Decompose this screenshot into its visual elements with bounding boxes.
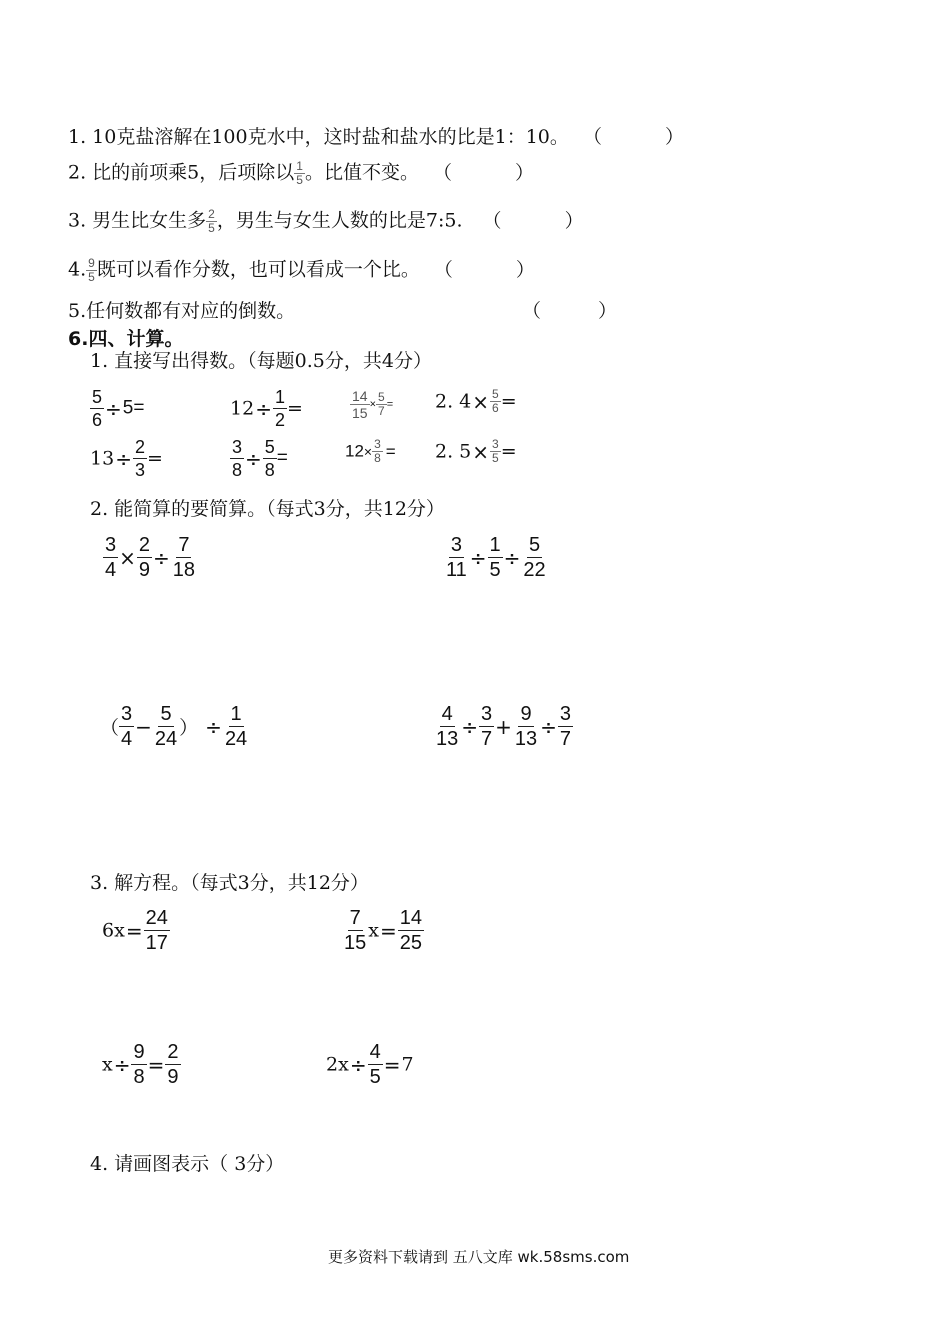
math-symbol: 2x	[326, 1053, 349, 1076]
numerator: 9	[520, 703, 532, 725]
fraction	[294, 160, 305, 187]
fraction	[490, 388, 501, 415]
math-symbol: ÷	[469, 545, 487, 570]
judge-q5	[68, 299, 295, 323]
fraction	[171, 533, 197, 582]
judge-q3-pre: 3. 男生比女生多	[68, 209, 207, 232]
numerator: 3	[492, 437, 499, 451]
fraction	[103, 533, 118, 582]
denominator: 22	[523, 559, 546, 581]
math-symbol: ÷	[113, 1052, 131, 1077]
math-symbol: ×	[119, 545, 136, 570]
math-symbol: ÷	[503, 545, 521, 570]
fraction	[342, 906, 368, 955]
fraction	[444, 533, 469, 582]
denominator: 8	[264, 460, 275, 480]
judge-q2-post: 。比值不变。	[304, 161, 419, 184]
denominator: 18	[172, 559, 196, 581]
math-symbol: =	[500, 390, 517, 413]
math-symbol: +	[495, 714, 512, 739]
denominator: 8	[232, 460, 243, 480]
math-symbol: ×	[472, 389, 490, 414]
answer-blank[interactable]: （ ）	[482, 209, 584, 232]
footer-link[interactable]: 更多资料下载请到 五八文库 wk.58sms.com	[328, 1248, 630, 1266]
numerator: 4	[441, 703, 453, 725]
math-symbol: ÷	[349, 1052, 367, 1077]
fraction	[131, 1040, 146, 1089]
judge-q5-text: 5.任何数都有对应的倒数。	[68, 300, 296, 322]
math-symbol: =	[147, 1052, 165, 1077]
numerator: 3	[232, 437, 243, 457]
oral-item-5	[90, 436, 163, 481]
denominator: 2	[274, 410, 285, 430]
fraction	[490, 438, 501, 465]
numerator: 3	[450, 534, 462, 556]
fraction	[153, 702, 179, 751]
denominator: 9	[138, 559, 151, 581]
math-symbol: ÷	[540, 714, 557, 739]
math-symbol: ÷	[105, 396, 122, 421]
judge-q2-pre: 2. 比的前项乘5，后项除以	[68, 161, 295, 184]
denominator: 5	[208, 221, 215, 235]
fraction	[223, 702, 249, 751]
numerator: 3	[481, 703, 493, 725]
denominator: 7	[378, 404, 385, 418]
math-symbol: 2. 5	[435, 440, 472, 463]
judge-q4-post: 既可以看作分数，也可以看成一个比。	[96, 258, 420, 281]
math-symbol: =	[146, 447, 163, 470]
numerator: 9	[133, 1041, 145, 1063]
fraction	[558, 702, 573, 751]
math-text: ×	[369, 398, 377, 411]
denominator: 5	[296, 173, 303, 187]
denominator: 5	[489, 559, 501, 581]
numerator: 5	[264, 437, 275, 457]
math-symbol: =	[286, 397, 303, 420]
denominator: 5	[369, 1066, 381, 1088]
math-symbol: 5	[122, 397, 134, 419]
math-text: 12	[345, 441, 364, 461]
math-symbol: ÷	[255, 396, 272, 421]
part1-title: 1. 直接写出得数。（每题0.5分，共4分）	[90, 350, 432, 372]
oral-item-6	[230, 436, 288, 481]
judge-q3-post: ，男生与女生人数的比是7:5.	[216, 209, 463, 232]
math-symbol: 7	[401, 1053, 414, 1076]
math-text: =	[386, 398, 394, 411]
math-symbol: ÷	[153, 545, 170, 570]
denominator: 5	[492, 451, 499, 465]
judge-q1	[68, 125, 684, 149]
denominator: 24	[224, 728, 248, 750]
numerator: 2	[167, 1041, 179, 1063]
fraction	[521, 533, 547, 582]
math-symbol: ÷	[115, 446, 132, 471]
numerator: 1	[296, 159, 303, 173]
math-text: =	[385, 441, 396, 461]
numerator: 5	[528, 534, 541, 556]
denominator: 17	[145, 932, 168, 954]
numerator: 14	[352, 388, 368, 404]
numerator: 5	[160, 703, 172, 725]
judge-q3	[68, 208, 584, 235]
numerator: 9	[88, 256, 95, 270]
fraction	[137, 533, 152, 582]
denominator: 5	[88, 270, 95, 284]
fraction	[368, 1040, 383, 1089]
math-symbol: 2. 4	[435, 390, 472, 413]
fraction	[133, 436, 147, 481]
equation-3	[102, 1040, 181, 1089]
numerator: 2	[134, 437, 145, 457]
math-symbol: 6x	[102, 919, 125, 942]
judge-q4-pre: 4.	[68, 258, 87, 281]
numerator: 14	[399, 907, 422, 929]
fraction	[376, 391, 387, 418]
equation-4	[326, 1040, 414, 1089]
oral-item-2	[230, 386, 303, 431]
denominator: 11	[446, 559, 467, 581]
denominator: 4	[121, 728, 133, 750]
oral-item-8	[435, 438, 517, 465]
fraction	[479, 702, 494, 751]
denominator: 6	[492, 401, 499, 415]
denominator: 3	[134, 460, 145, 480]
numerator: 2	[208, 207, 215, 221]
denominator: 8	[133, 1066, 145, 1088]
math-symbol: （	[100, 717, 120, 739]
fraction	[488, 533, 503, 582]
fraction	[206, 208, 217, 235]
fraction	[263, 436, 277, 481]
answer-blank[interactable]: （ ）	[522, 300, 618, 322]
math-symbol: =	[125, 918, 143, 943]
fraction	[434, 702, 460, 751]
math-symbol: ÷	[245, 446, 262, 471]
equation-1	[102, 906, 170, 955]
fraction	[144, 906, 170, 955]
numerator: 1	[489, 534, 501, 556]
numerator: 5	[492, 387, 499, 401]
part3-title: 3. 解方程。（每式3分，共12分）	[90, 872, 369, 894]
simplify-expr-4	[434, 702, 573, 751]
math-symbol: ）	[179, 717, 199, 739]
math-symbol: =	[276, 447, 288, 469]
fraction	[350, 388, 370, 421]
numerator: 4	[369, 1041, 381, 1063]
fraction	[273, 386, 287, 431]
denominator: 4	[105, 559, 117, 581]
answer-blank[interactable]: （ ）	[582, 126, 684, 148]
math-symbol: =	[379, 918, 397, 943]
math-symbol: 12	[230, 397, 255, 420]
judge-q1-text: 1. 10克盐溶解在100克水中，这时盐和盐水的比是1：10。	[68, 126, 569, 148]
math-symbol: x	[102, 1053, 113, 1076]
denominator: 24	[154, 728, 178, 750]
numerator: 3	[121, 703, 133, 725]
numerator: 1	[230, 703, 242, 725]
simplify-expr-3	[100, 702, 249, 751]
math-symbol: =	[383, 1052, 401, 1077]
judge-q4	[68, 257, 535, 284]
numerator: 7	[349, 907, 361, 929]
numerator: 3	[559, 703, 572, 725]
fraction	[86, 257, 97, 284]
denominator: 13	[436, 728, 459, 750]
section-title: 6.四、计算。	[68, 328, 184, 350]
denominator: 9	[167, 1066, 179, 1088]
oral-item-3	[350, 388, 393, 421]
simplify-expr-2	[444, 533, 548, 582]
denominator: 13	[514, 728, 538, 750]
equation-2	[342, 906, 424, 955]
judge-q2	[68, 160, 534, 187]
numerator: 2	[138, 534, 151, 556]
math-symbol: =	[133, 397, 145, 419]
fraction	[230, 436, 244, 481]
part4-title: 4. 请画图表示（ 3分）	[90, 1153, 285, 1175]
fraction	[90, 386, 104, 431]
oral-item-7	[345, 438, 396, 465]
denominator: 6	[92, 410, 103, 430]
math-symbol: x	[368, 919, 379, 942]
fraction	[165, 1040, 180, 1089]
part2-title: 2. 能简算的要简算。（每式3分，共12分）	[90, 498, 445, 520]
answer-blank[interactable]: （ ）	[433, 258, 535, 281]
math-symbol: ×	[472, 439, 490, 464]
simplify-expr-1	[103, 533, 197, 582]
denominator: 7	[481, 728, 493, 750]
numerator: 3	[374, 437, 381, 451]
numerator: 7	[178, 534, 190, 556]
oral-item-4	[435, 388, 517, 415]
fraction	[119, 702, 134, 751]
fraction	[372, 438, 383, 465]
math-symbol: −	[135, 714, 152, 739]
numerator: 1	[274, 387, 285, 407]
fraction	[398, 906, 424, 955]
math-symbol: ÷	[461, 714, 479, 739]
numerator: 3	[105, 534, 117, 556]
numerator: 5	[92, 387, 103, 407]
denominator: 15	[352, 405, 368, 421]
denominator: 7	[559, 728, 572, 750]
denominator: 8	[374, 451, 381, 465]
math-symbol: =	[500, 440, 517, 463]
math-text: ×	[363, 443, 373, 460]
denominator: 25	[399, 932, 422, 954]
numerator: 24	[145, 907, 168, 929]
oral-item-1	[90, 386, 144, 431]
math-symbol: ÷	[205, 714, 222, 739]
fraction	[513, 702, 539, 751]
denominator: 15	[344, 932, 367, 954]
answer-blank[interactable]: （ ）	[433, 161, 535, 184]
math-symbol: 13	[90, 447, 115, 470]
numerator: 5	[378, 390, 385, 404]
